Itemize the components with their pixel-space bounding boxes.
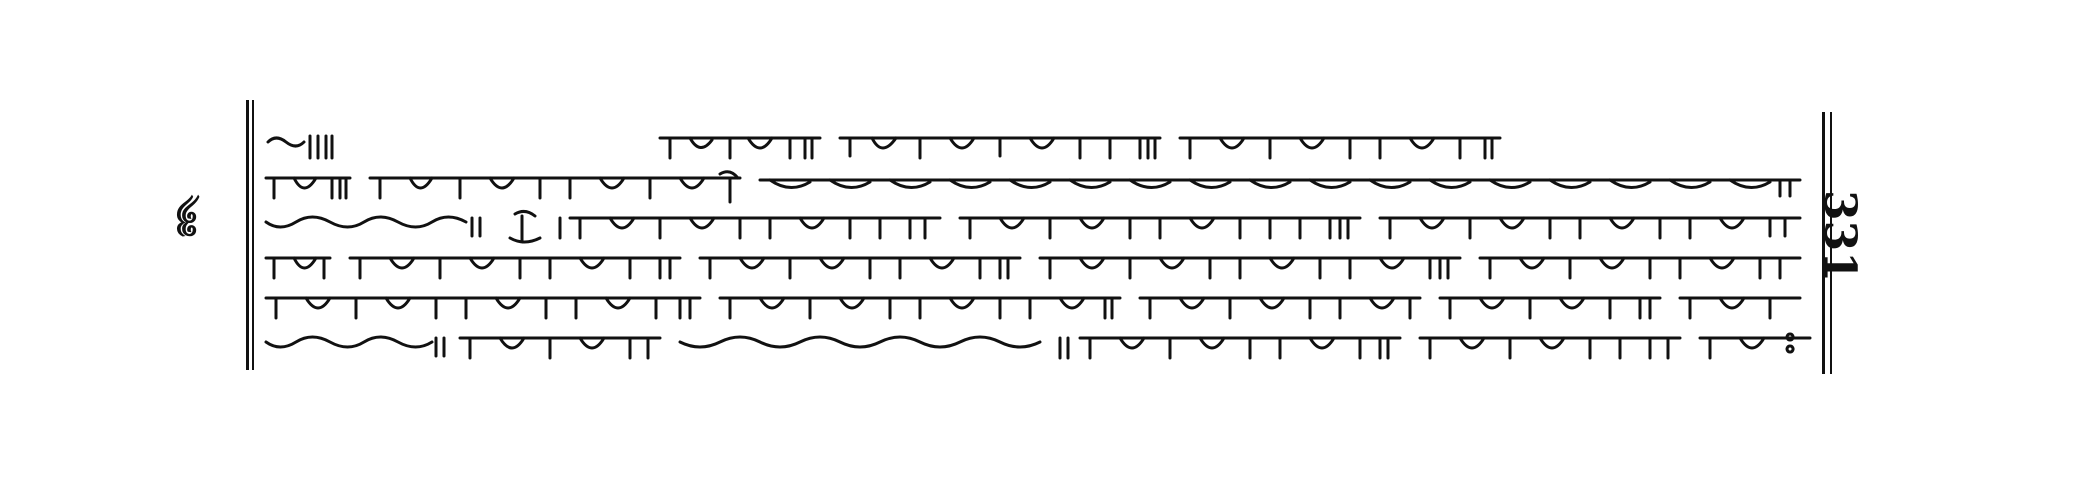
script-line-3 xyxy=(260,208,1820,248)
text-line-6 xyxy=(260,328,1820,368)
left-frame-rule-inner xyxy=(252,100,254,370)
text-line-3 xyxy=(260,208,1820,248)
script-line-2 xyxy=(260,168,1820,208)
text-line-1 xyxy=(260,128,1820,168)
text-line-4 xyxy=(260,248,1820,288)
script-line-5 xyxy=(260,288,1820,328)
script-line-6 xyxy=(260,328,1820,368)
page-number: 331 xyxy=(1814,190,1865,282)
script-line-4 xyxy=(260,248,1820,288)
script-line-1 xyxy=(260,128,1820,168)
text-line-2 xyxy=(260,168,1820,208)
text-block xyxy=(260,110,1820,370)
text-line-5 xyxy=(260,288,1820,328)
left-frame-rule-outer xyxy=(246,100,249,370)
margin-label: ༄༅ xyxy=(167,195,202,237)
